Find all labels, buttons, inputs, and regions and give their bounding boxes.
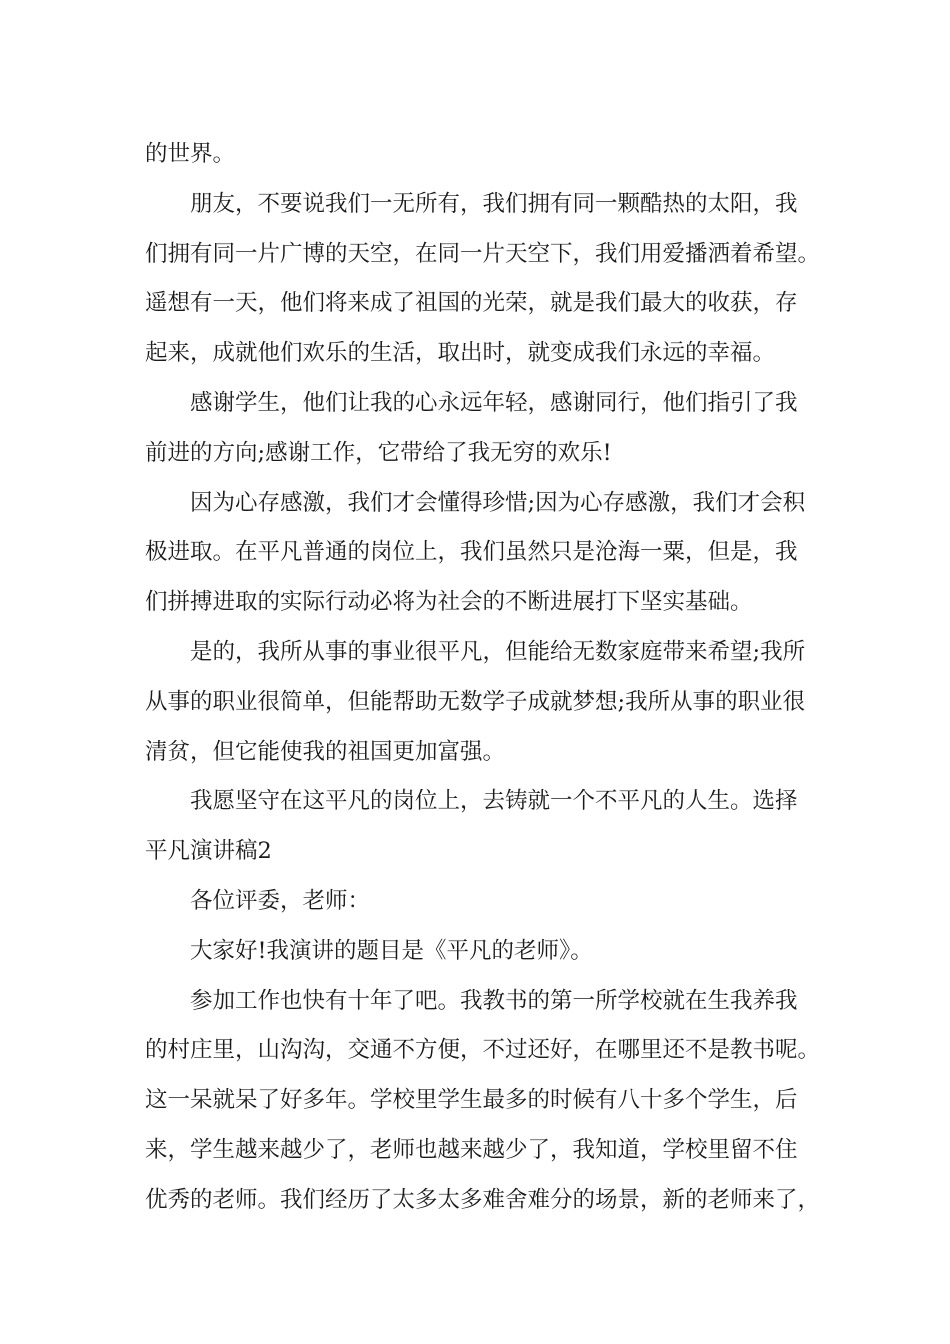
text-line: 极进取。在平凡普通的岗位上，我们虽然只是沧海一粟，但是，我 xyxy=(145,539,798,566)
text-line: 们拥有同一片广博的天空，在同一片天空下，我们用爱播洒着希望。 xyxy=(145,240,821,267)
text-line: 我愿坚守在这平凡的岗位上，去铸就一个不平凡的人生。选择 xyxy=(190,788,798,815)
text-line: 参加工作也快有十年了吧。我教书的第一所学校就在生我养我 xyxy=(190,987,798,1014)
text-line: 清贫，但它能使我的祖国更加富强。 xyxy=(145,738,506,765)
document-body xyxy=(145,130,835,1226)
section-heading: 平凡演讲稿2 xyxy=(145,838,272,865)
text-line: 朋友，不要说我们一无所有，我们拥有同一颗酷热的太阳，我 xyxy=(190,190,798,217)
salutation: 各位评委，老师： xyxy=(190,887,371,914)
text-line: 们拼搏进取的实际行动必将为社会的不断进展打下坚实基础。 xyxy=(145,589,753,616)
text-line: 遥想有一天，他们将来成了祖国的光荣，就是我们最大的收获，存 xyxy=(145,290,798,317)
text-line: 是的，我所从事的事业很平凡，但能给无数家庭带来希望;我所 xyxy=(190,638,806,665)
text-line: 这一呆就呆了好多年。学校里学生最多的时候有八十多个学生，后 xyxy=(145,1087,798,1114)
text-line: 从事的职业很简单，但能帮助无数学子成就梦想;我所从事的职业很 xyxy=(145,688,806,715)
text-line: 感谢学生，他们让我的心永远年轻，感谢同行，他们指引了我 xyxy=(190,389,798,416)
text-line: 前进的方向;感谢工作，它带给了我无穷的欢乐! xyxy=(145,439,612,466)
text-line: 的村庄里，山沟沟，交通不方便，不过还好，在哪里还不是教书呢。 xyxy=(145,1037,821,1064)
text-line: 因为心存感激，我们才会懂得珍惜;因为心存感激，我们才会积 xyxy=(190,489,806,516)
text-line: 大家好!我演讲的题目是《平凡的老师》。 xyxy=(190,937,593,964)
text-line: 优秀的老师。我们经历了太多太多难舍难分的场景，新的老师来了， xyxy=(145,1186,821,1213)
text-line: 来，学生越来越少了，老师也越来越少了，我知道，学校里留不住 xyxy=(145,1136,798,1163)
text-line: 的世界。 xyxy=(145,141,236,167)
text-line: 起来，成就他们欢乐的生活，取出时，就变成我们永远的幸福。 xyxy=(145,340,776,367)
